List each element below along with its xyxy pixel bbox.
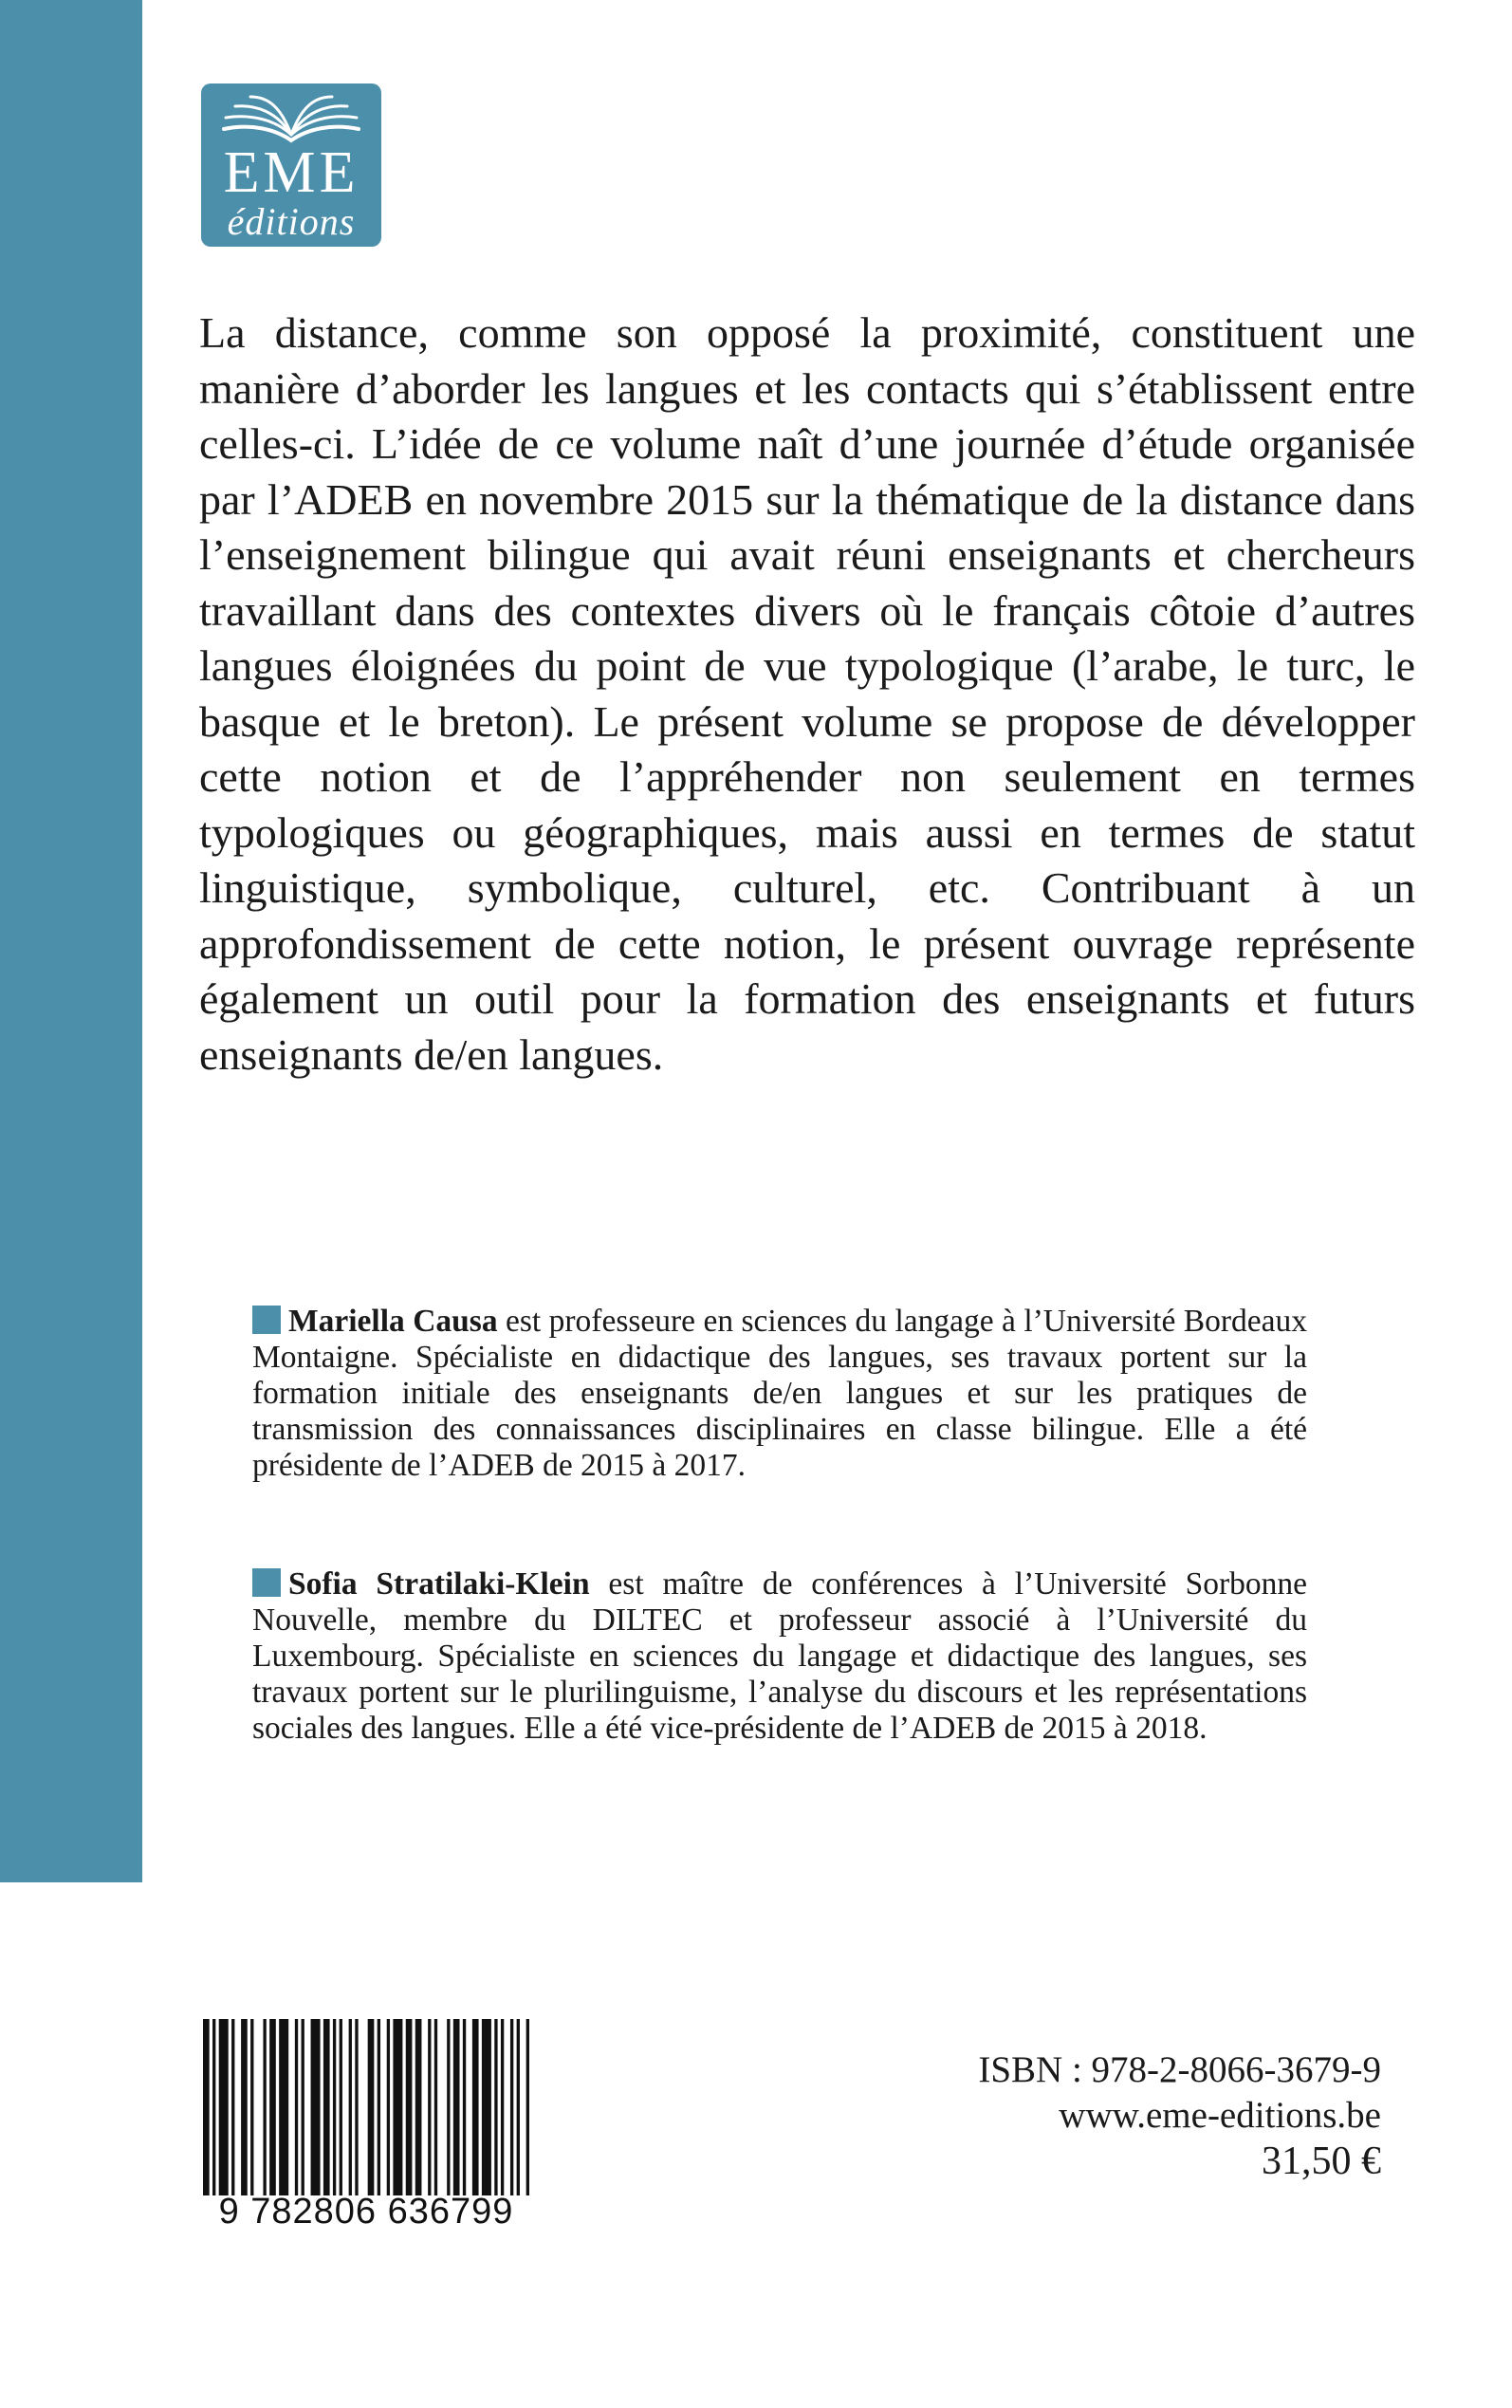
barcode-bar (349, 2019, 352, 2195)
barcode-bar (263, 2019, 266, 2195)
logo-wordmark: EME (223, 140, 360, 205)
author-name: Sofia Stratilaki-Klein (288, 1566, 590, 1602)
price-text: 31,50 € (1262, 2139, 1381, 2183)
barcode-bar (428, 2019, 431, 2195)
author-bio-text: est professeure en sciences du langage à l’Université Bordeaux Montaigne. Spécialiste en didactique des langues, ses travaux portent sur la formation initiale des enseignants de/en langues et sur les pratiques de transmission des connaissances disciplinaires en classe bilingue. Elle a été présidente de l’ADEB de 2015 à 2017. (252, 1304, 1308, 1483)
barcode-bar (453, 2019, 460, 2195)
barcode-bar (434, 2019, 437, 2195)
barcode-bar (472, 2019, 479, 2195)
barcode-bar (302, 2019, 304, 2195)
book-info (978, 2047, 1381, 2184)
barcode-bar (482, 2019, 491, 2195)
barcode-bar (510, 2019, 513, 2195)
barcode-bar (203, 2019, 210, 2195)
author-bio (252, 1304, 1307, 1484)
barcode-bar (526, 2019, 529, 2195)
barcode-bar (333, 2019, 336, 2195)
barcode-bar (250, 2019, 253, 2195)
barcode-bar (323, 2019, 330, 2195)
side-color-band (0, 0, 142, 1882)
open-book-icon (218, 91, 364, 146)
square-bullet-icon (252, 1568, 281, 1597)
back-cover-blurb: La distance, comme son opposé la proximité, constituent une manière d’aborder les langues et les contacts qui s’établissent entre celles-ci. L’idée de ce volume naît d’une journée d’étude organisée par l’ADEB en novembre 2015 sur la thématique de la distance dans l’enseignement bilingue qui avait réuni enseignants et chercheurs travaillant dans des contextes divers où le français côtoie d’autres langues éloignées du point de vue typologique (l’arabe, le turc, le basque et le breton). Le présent volume se propose de développer cette notion et de l’appréhender non seulement en termes typologiques ou géographiques, mais aussi en termes de statut linguistique, symbolique, culturel, etc. Contribuant à un approfondissement de cette notion, le présent ouvrage représente également un outil pour la formation des enseignants et futurs enseignants de/en langues. (199, 308, 1415, 1079)
author-bio (252, 1566, 1307, 1747)
barcode-bar (517, 2019, 520, 2195)
isbn-text: ISBN : 978-2-8066-3679-9 (978, 2049, 1381, 2090)
barcode-bar (406, 2019, 413, 2195)
barcode-bar (219, 2019, 229, 2195)
barcode-bar (231, 2019, 234, 2195)
barcode-bar (378, 2019, 380, 2195)
barcode-bar (447, 2019, 450, 2195)
author-bio-text: est maître de conférences à l’Université Sorbonne Nouvelle, membre du DILTEC et professeur associé à l’Université du Luxembourg. Spécialiste en sciences du langage et didactique des langues, ses travaux portent sur le plurilinguisme, l’analyse du discours et les représentations sociales des langues. Elle a été vice-présidente de l’ADEB de 2015 à 2018. (252, 1566, 1307, 1746)
barcode-bar (393, 2019, 402, 2195)
publisher-logo (201, 83, 381, 247)
barcode-bar (387, 2019, 390, 2195)
isbn-barcode (203, 2019, 529, 2232)
barcode-bar (415, 2019, 422, 2195)
logo-subtitle: éditions (227, 200, 356, 243)
author-name: Mariella Causa (288, 1304, 498, 1339)
barcode-bar (355, 2019, 358, 2195)
barcode-bar (295, 2019, 298, 2195)
barcode-digits: 9 782806 636799 (218, 2192, 514, 2232)
barcode-bar (311, 2019, 321, 2195)
barcode-bar (494, 2019, 497, 2195)
barcode-bar (501, 2019, 504, 2195)
square-bullet-icon (252, 1306, 281, 1334)
barcode-bar (368, 2019, 375, 2195)
barcode-bars (203, 2019, 529, 2195)
barcode-bar (269, 2019, 276, 2195)
barcode-bar (279, 2019, 288, 2195)
barcode-bar (212, 2019, 215, 2195)
barcode-bar (340, 2019, 342, 2195)
barcode-bar (463, 2019, 466, 2195)
website-text: www.eme-editions.be (1059, 2095, 1381, 2136)
barcode-bar (241, 2019, 248, 2195)
